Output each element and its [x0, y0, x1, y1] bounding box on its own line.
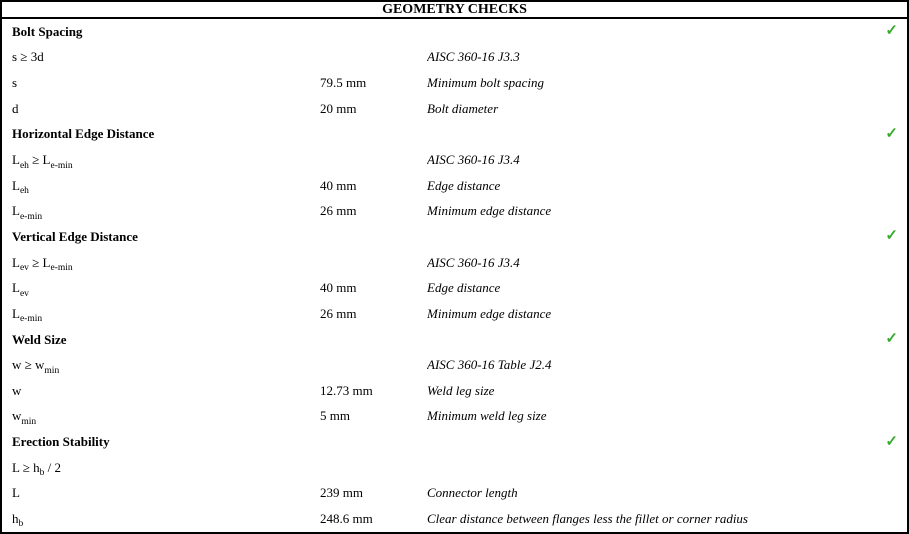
symbol-text: L — [12, 280, 20, 296]
table-row — [2, 70, 907, 96]
section-heading-row — [2, 122, 907, 148]
description-cell: Edge distance — [427, 280, 501, 296]
value-cell: 5 mm — [320, 408, 350, 424]
symbol-text: w — [12, 382, 22, 398]
section-heading: Erection Stability — [12, 434, 110, 450]
symbol-subscript: min — [44, 365, 60, 376]
symbol-text: s — [12, 75, 18, 91]
symbol-cell — [12, 357, 320, 376]
value-cell: 26 mm — [320, 305, 357, 321]
symbol-subscript: min — [21, 416, 37, 427]
check-icon: ✓ — [885, 23, 898, 40]
symbol-cell — [12, 485, 320, 501]
table-row — [2, 352, 907, 378]
symbol-cell — [12, 510, 320, 530]
symbol-cell — [12, 49, 320, 65]
symbol-subscript: ev — [19, 288, 29, 299]
section-heading: Vertical Edge Distance — [12, 228, 138, 244]
check-icon: ✓ — [885, 125, 898, 142]
value-cell: 248.6 mm — [320, 510, 373, 526]
table-row — [2, 45, 907, 71]
description-cell: Clear distance between flanges less the fillet or corner radius — [427, 510, 748, 526]
symbol-subscript: e-min — [19, 211, 43, 222]
table-row — [2, 147, 907, 173]
symbol-text: w ≥ w — [12, 357, 45, 373]
symbol-cell — [12, 383, 320, 399]
symbol-text: L — [12, 177, 20, 193]
symbol-cell — [12, 101, 320, 117]
table-row — [2, 404, 907, 430]
table-row — [2, 378, 907, 404]
section-heading: Weld Size — [12, 331, 67, 347]
description-cell: AISC 360-16 Table J2.4 — [427, 357, 552, 373]
symbol-text: d — [12, 100, 19, 116]
symbol-text: s ≥ 3d — [12, 49, 44, 65]
description-cell: Minimum edge distance — [427, 203, 552, 219]
table-row — [2, 173, 907, 199]
value-cell: 26 mm — [320, 203, 357, 219]
symbol-cell — [12, 280, 320, 299]
symbol-cell — [12, 305, 320, 325]
symbol-subscript: ev — [19, 263, 29, 274]
symbol-text: L — [12, 152, 20, 168]
symbol-cell — [12, 203, 320, 222]
page-title: GEOMETRY CHECKS — [2, 2, 907, 19]
symbol-subscript: eh — [19, 186, 29, 197]
table-row — [2, 506, 907, 532]
table-row — [2, 96, 907, 122]
symbol-text: L ≥ h — [12, 459, 40, 475]
symbol-subscript: b — [39, 468, 45, 479]
value-cell: 79.5 mm — [320, 75, 367, 91]
description-cell: Edge distance — [427, 177, 501, 193]
description-cell: AISC 360-16 J3.4 — [427, 152, 520, 168]
section-heading-row — [2, 429, 907, 455]
description-cell: Minimum edge distance — [427, 305, 552, 321]
table-row — [2, 275, 907, 301]
symbol-subscript: e-min — [19, 314, 43, 325]
symbol-cell — [12, 75, 320, 91]
value-cell: 40 mm — [320, 280, 357, 296]
section-heading: Bolt Spacing — [12, 23, 83, 39]
value-cell: 40 mm — [320, 177, 357, 193]
symbol-text: ≥ L — [28, 254, 51, 270]
value-cell: 12.73 mm — [320, 382, 373, 398]
checks-table — [2, 19, 907, 532]
value-cell: 20 mm — [320, 100, 357, 116]
symbol-text: L — [12, 485, 20, 501]
symbol-text: L — [12, 203, 20, 219]
description-cell: Minimum weld leg size — [427, 408, 547, 424]
symbol-text: ≥ L — [28, 152, 51, 168]
description-cell: Weld leg size — [427, 382, 495, 398]
check-icon: ✓ — [885, 331, 898, 347]
symbol-cell — [12, 459, 320, 479]
check-icon: ✓ — [885, 433, 898, 450]
table-row — [2, 481, 907, 507]
symbol-subscript: e-min — [50, 160, 73, 171]
symbol-text: w — [12, 408, 22, 424]
section-heading: Horizontal Edge Distance — [12, 126, 155, 142]
table-row — [2, 250, 907, 276]
description-cell: Bolt diameter — [427, 100, 499, 116]
symbol-text: / 2 — [44, 459, 61, 475]
table-row — [2, 455, 907, 481]
symbol-subscript: b — [18, 519, 24, 530]
symbol-text: L — [12, 254, 20, 270]
description-cell: Minimum bolt spacing — [427, 75, 544, 91]
section-heading-row — [2, 19, 907, 45]
value-cell: 239 mm — [320, 485, 363, 501]
section-heading-row — [2, 327, 907, 353]
table-row — [2, 198, 907, 224]
table-row — [2, 301, 907, 327]
check-icon: ✓ — [885, 228, 898, 245]
symbol-text: h — [12, 510, 19, 526]
symbol-cell — [12, 408, 320, 427]
description-cell: AISC 360-16 J3.3 — [427, 49, 520, 65]
section-heading-row — [2, 224, 907, 250]
symbol-subscript: eh — [19, 160, 29, 171]
description-cell: AISC 360-16 J3.4 — [427, 254, 520, 270]
symbol-cell — [12, 152, 320, 171]
description-cell: Connector length — [427, 485, 518, 501]
symbol-cell — [12, 254, 320, 274]
symbol-subscript: e-min — [50, 263, 73, 274]
symbol-cell — [12, 177, 320, 197]
symbol-text: L — [12, 305, 20, 321]
